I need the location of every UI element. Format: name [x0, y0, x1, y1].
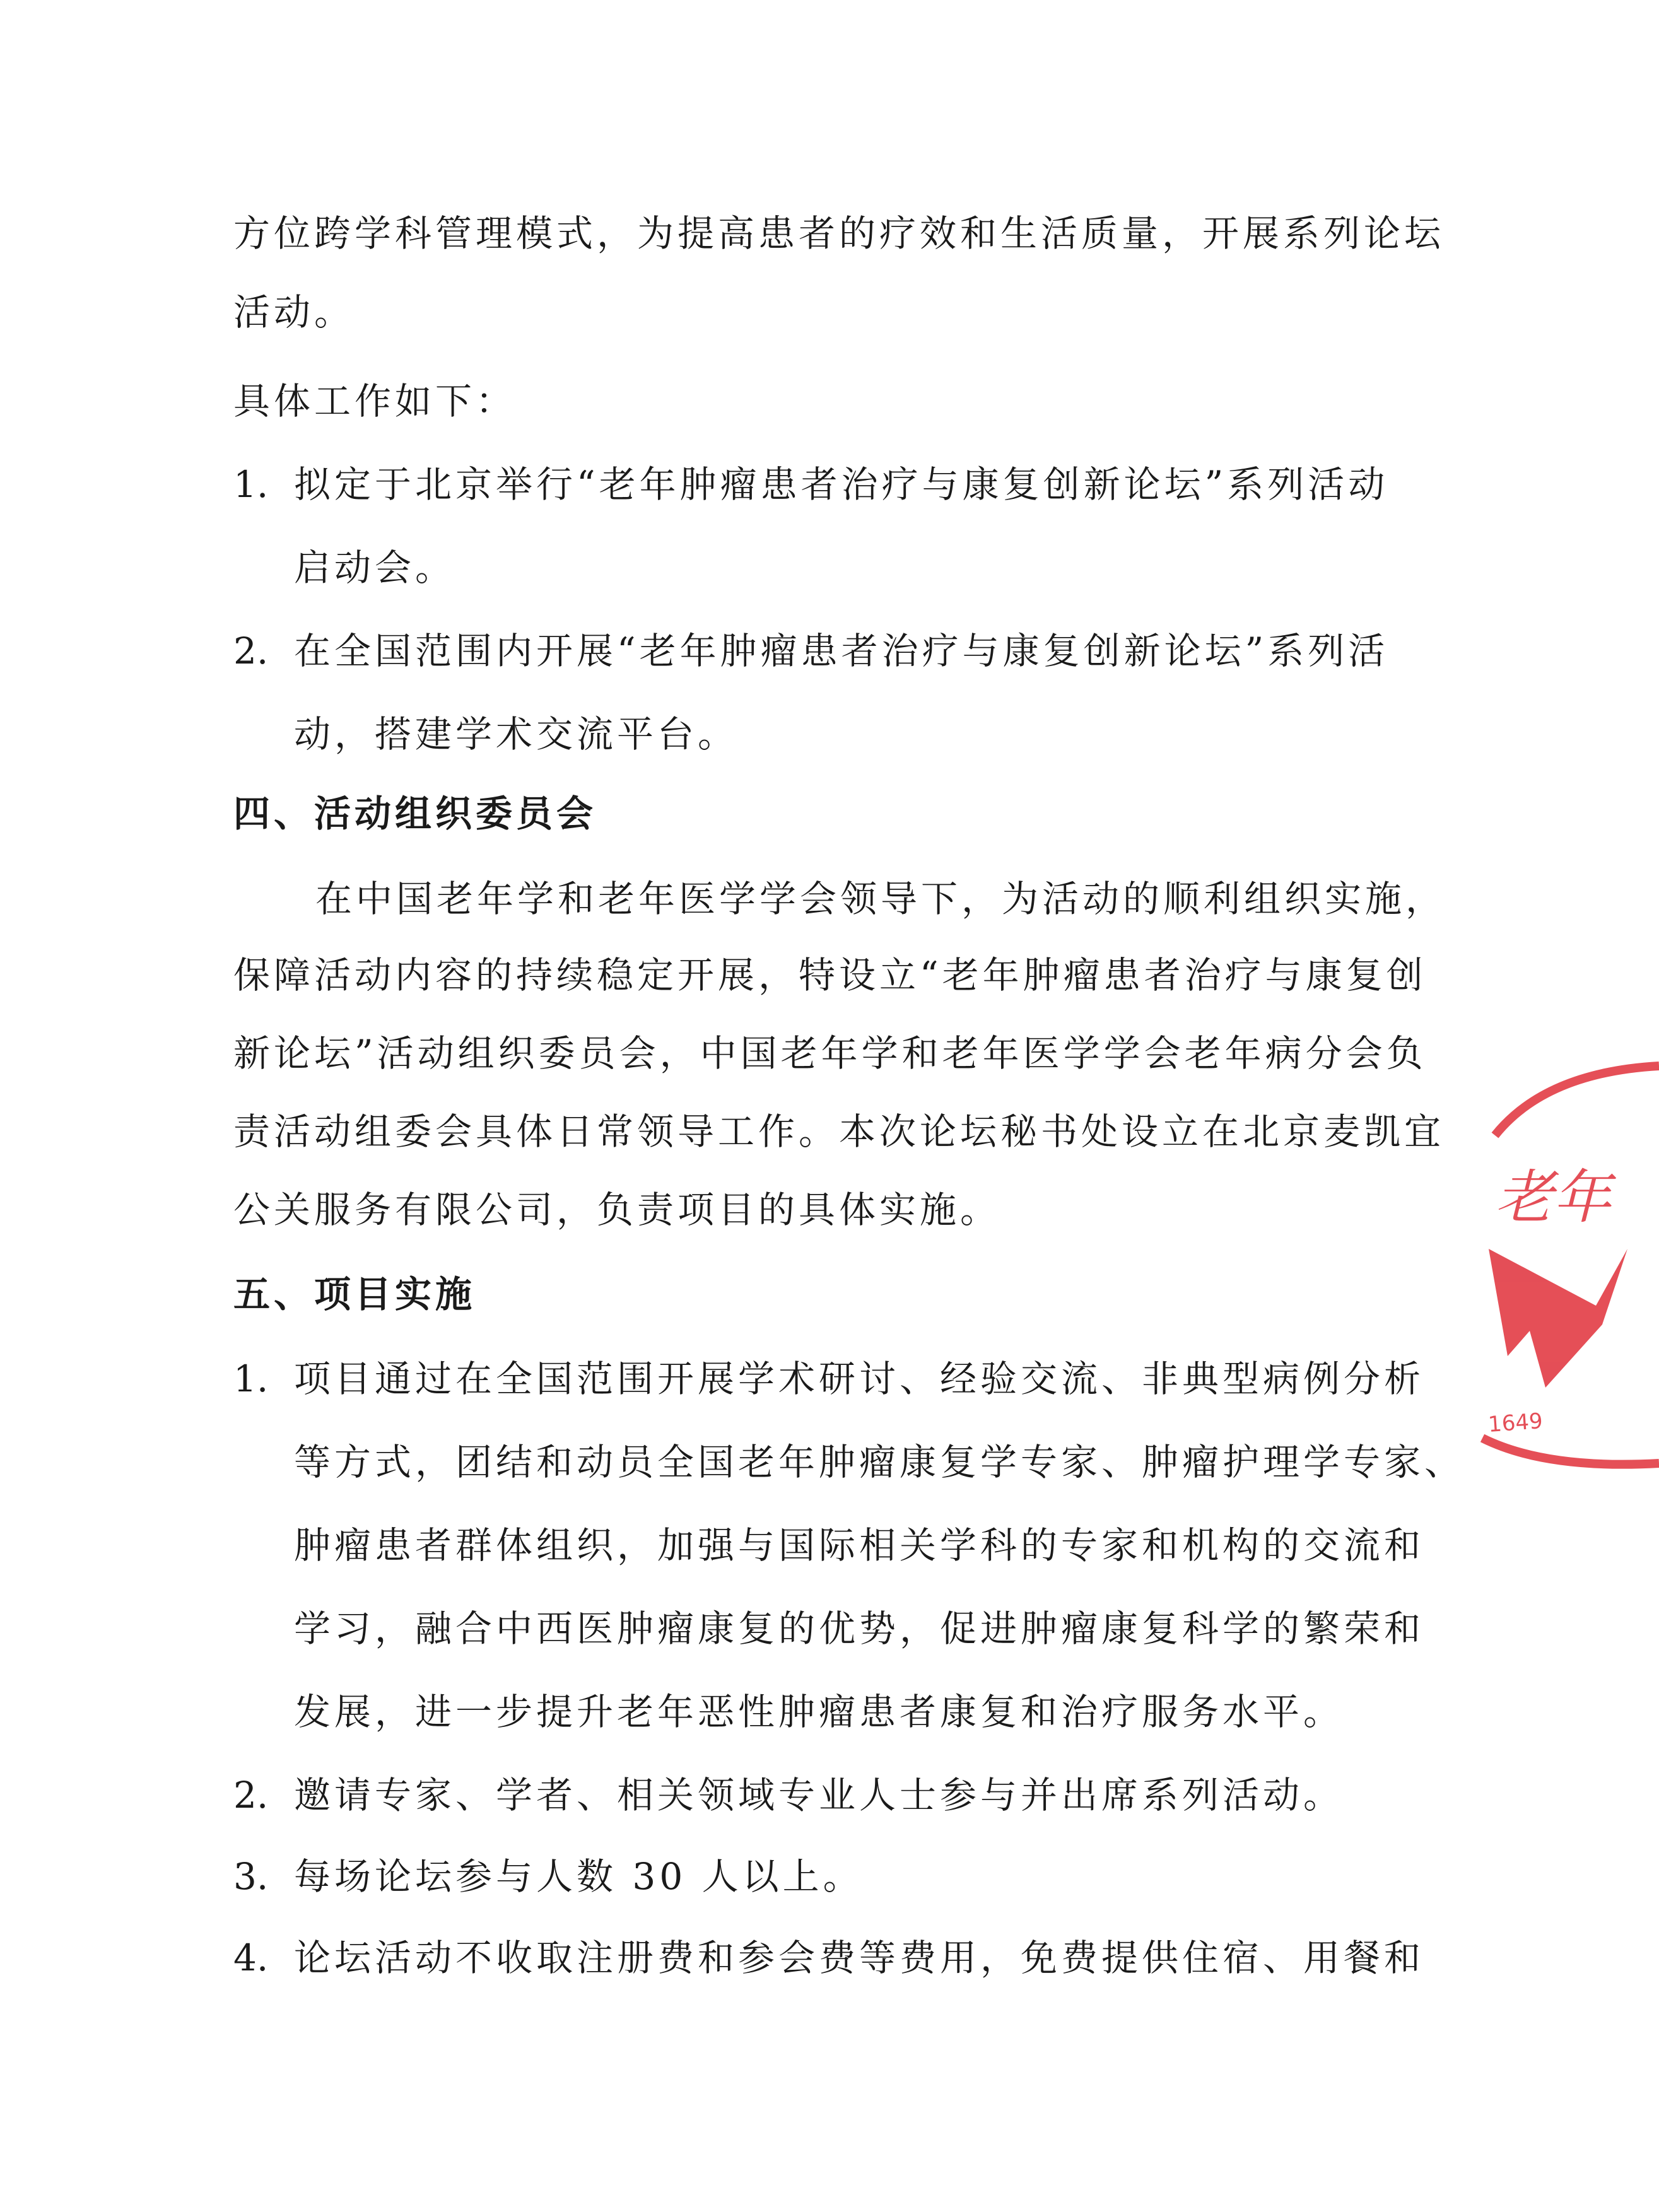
work-title: 具体工作如下： — [233, 380, 517, 423]
list-item-text: 邀请专家、学者、相关领域专业人士参与并出席系列活动。 — [294, 1774, 1344, 1817]
list-item-text: 拟定于北京举行“老年肿瘤患者治疗与康复创新论坛”系列活动 — [294, 463, 1389, 506]
seal-star-icon — [1489, 1249, 1627, 1388]
section-5-item-4 — [233, 1935, 1424, 1981]
intro-line-2: 活动。 — [233, 291, 355, 334]
list-number: 1. — [233, 463, 269, 506]
section-5-item-1-line-5: 发展，进一步提升老年恶性肿瘤患者康复和治疗服务水平。 — [294, 1690, 1344, 1733]
list-number: 2. — [233, 1774, 269, 1817]
section-5-item-1 — [233, 1356, 1424, 1402]
section-5-item-1-line-3: 肿瘤患者群体组织，加强与国际相关学科的专家和机构的交流和 — [294, 1524, 1425, 1567]
list-number: 1. — [233, 1357, 269, 1400]
seal-code: 1649 — [1487, 1408, 1544, 1437]
list-item-text: 每场论坛参与人数 30 人以上。 — [294, 1855, 864, 1898]
work-item-2-cont: 动，搭建学术交流平台。 — [294, 713, 739, 756]
work-item-1 — [233, 462, 1388, 507]
list-number: 3. — [233, 1855, 269, 1898]
seal-text: 老年 — [1495, 1164, 1612, 1231]
section-4-line-5: 公关服务有限公司，负责项目的具体实施。 — [233, 1188, 1001, 1231]
list-number: 4. — [233, 1936, 269, 1979]
section-4-line-2: 保障活动内容的持续稳定开展，特设立“老年肿瘤患者治疗与康复创 — [233, 954, 1427, 997]
list-item-text: 项目通过在全国范围开展学术研讨、经验交流、非典型病例分析 — [294, 1357, 1425, 1400]
section-5-item-3 — [233, 1854, 864, 1899]
section-4-heading: 四、活动组织委员会 — [233, 792, 597, 835]
list-number: 2. — [233, 629, 269, 672]
work-item-1-cont: 启动会。 — [294, 546, 456, 589]
section-4-line-3: 新论坛”活动组织委员会，中国老年学和老年医学学会老年病分会负 — [233, 1032, 1427, 1075]
seal-ring-bottom — [1482, 1438, 1659, 1465]
section-5-item-1-line-4: 学习，融合中西医肿瘤康复的优势，促进肿瘤康复科学的繁荣和 — [294, 1607, 1425, 1650]
section-5-item-1-line-2: 等方式，团结和动员全国老年肿瘤康复学专家、肿瘤护理学专家、 — [294, 1441, 1465, 1483]
seal-ring-top — [1495, 1066, 1659, 1135]
section-4-line-1: 在中国老年学和老年医学学会领导下，为活动的顺利组织实施， — [315, 877, 1446, 920]
work-item-2 — [233, 628, 1388, 674]
section-5-heading: 五、项目实施 — [233, 1273, 476, 1316]
list-item-text: 在全国范围内开展“老年肿瘤患者治疗与康复创新论坛”系列活 — [294, 629, 1389, 672]
intro-line-1: 方位跨学科管理模式，为提高患者的疗效和生活质量，开展系列论坛 — [233, 212, 1445, 255]
list-item-text: 论坛活动不收取注册费和参会费等费用，免费提供住宿、用餐和 — [294, 1936, 1425, 1979]
red-seal-stamp — [1470, 1060, 1659, 1476]
section-5-item-2 — [233, 1772, 1344, 1818]
section-4-line-4: 责活动组委会具体日常领导工作。本次论坛秘书处设立在北京麦凯宜 — [233, 1110, 1445, 1153]
